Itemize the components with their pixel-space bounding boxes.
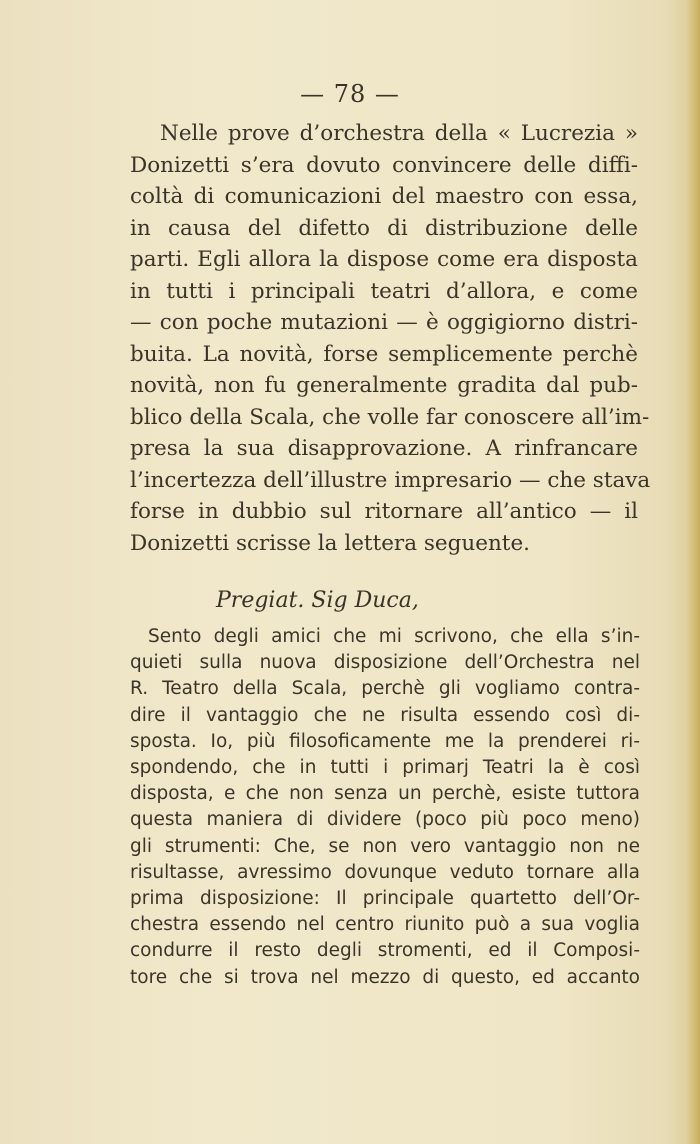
text-line: l’incertezza dell’illustre impresario — che stava — [130, 467, 651, 493]
letter-line: dire il vantaggio che ne risulta essendo così di- — [130, 704, 640, 726]
text-line: Donizetti s’era dovuto convincere delle diffi- — [130, 152, 638, 178]
page-number: — 78 — — [300, 80, 400, 108]
letter-salutation: Pregiat. Sig Duca, — [216, 588, 419, 613]
text-line: buita. La novità, forse semplicemente perchè — [130, 341, 638, 367]
text-line: blico della Scala, che volle far conoscere all’im- — [130, 404, 650, 430]
text-line: parti. Egli allora la dispose come era disposta — [130, 247, 638, 272]
page-edge — [686, 0, 700, 1144]
text-line: coltà di comunicazioni del maestro con essa, — [130, 184, 638, 209]
letter-line: tore che si trova nel mezzo di questo, ed accanto — [130, 966, 640, 988]
letter-line: gli strumenti: Che, se non vero vantaggio non ne — [130, 835, 640, 857]
text-line: in causa del difetto di distribuzione delle — [130, 215, 638, 241]
text-line: presa la sua disapprovazione. A rinfrancare — [130, 436, 638, 461]
narrative-paragraph — [130, 118, 651, 559]
text-line: — con poche mutazioni — è oggigiorno distri- — [130, 310, 638, 335]
letter-line: quieti sulla nuova disposizione dell’Orchestra nel — [130, 652, 640, 674]
text-line: novità, non fu generalmente gradita dal pub- — [130, 373, 638, 398]
letter-line: risultasse, avressimo dovunque veduto tornare alla — [130, 861, 640, 883]
letter-line: prima disposizione: Il principale quartetto dell’Or- — [130, 888, 640, 910]
letter-line: condurre il resto degli stromenti, ed il Composi- — [130, 940, 640, 962]
letter-line: questa maniera di dividere (poco più poco meno) — [130, 809, 640, 831]
letter-line: sposta. Io, più filosoficamente me la prenderei ri- — [130, 730, 640, 752]
letter-line: spondendo, che in tutti i primarj Teatri la è così — [130, 757, 640, 779]
letter-line: chestra essendo nel centro riunito può a sua voglia — [130, 914, 640, 936]
letter-body — [130, 624, 640, 991]
text-line: in tutti i principali teatri d’allora, e come — [130, 278, 638, 304]
letter-line: R. Teatro della Scala, perchè gli vogliamo contra- — [130, 678, 640, 700]
text-line: Donizetti scrisse la lettera seguente. — [130, 530, 530, 556]
text-line: Nelle prove d’orchestra della « Lucrezia » — [160, 121, 638, 146]
letter-line: disposta, e che non senza un perchè, esiste tuttora — [130, 783, 640, 805]
text-line: forse in dubbio sul ritornare all’antico — il — [130, 499, 638, 524]
letter-line: Sento degli amici che mi scrivono, che ella s’in- — [148, 626, 640, 647]
